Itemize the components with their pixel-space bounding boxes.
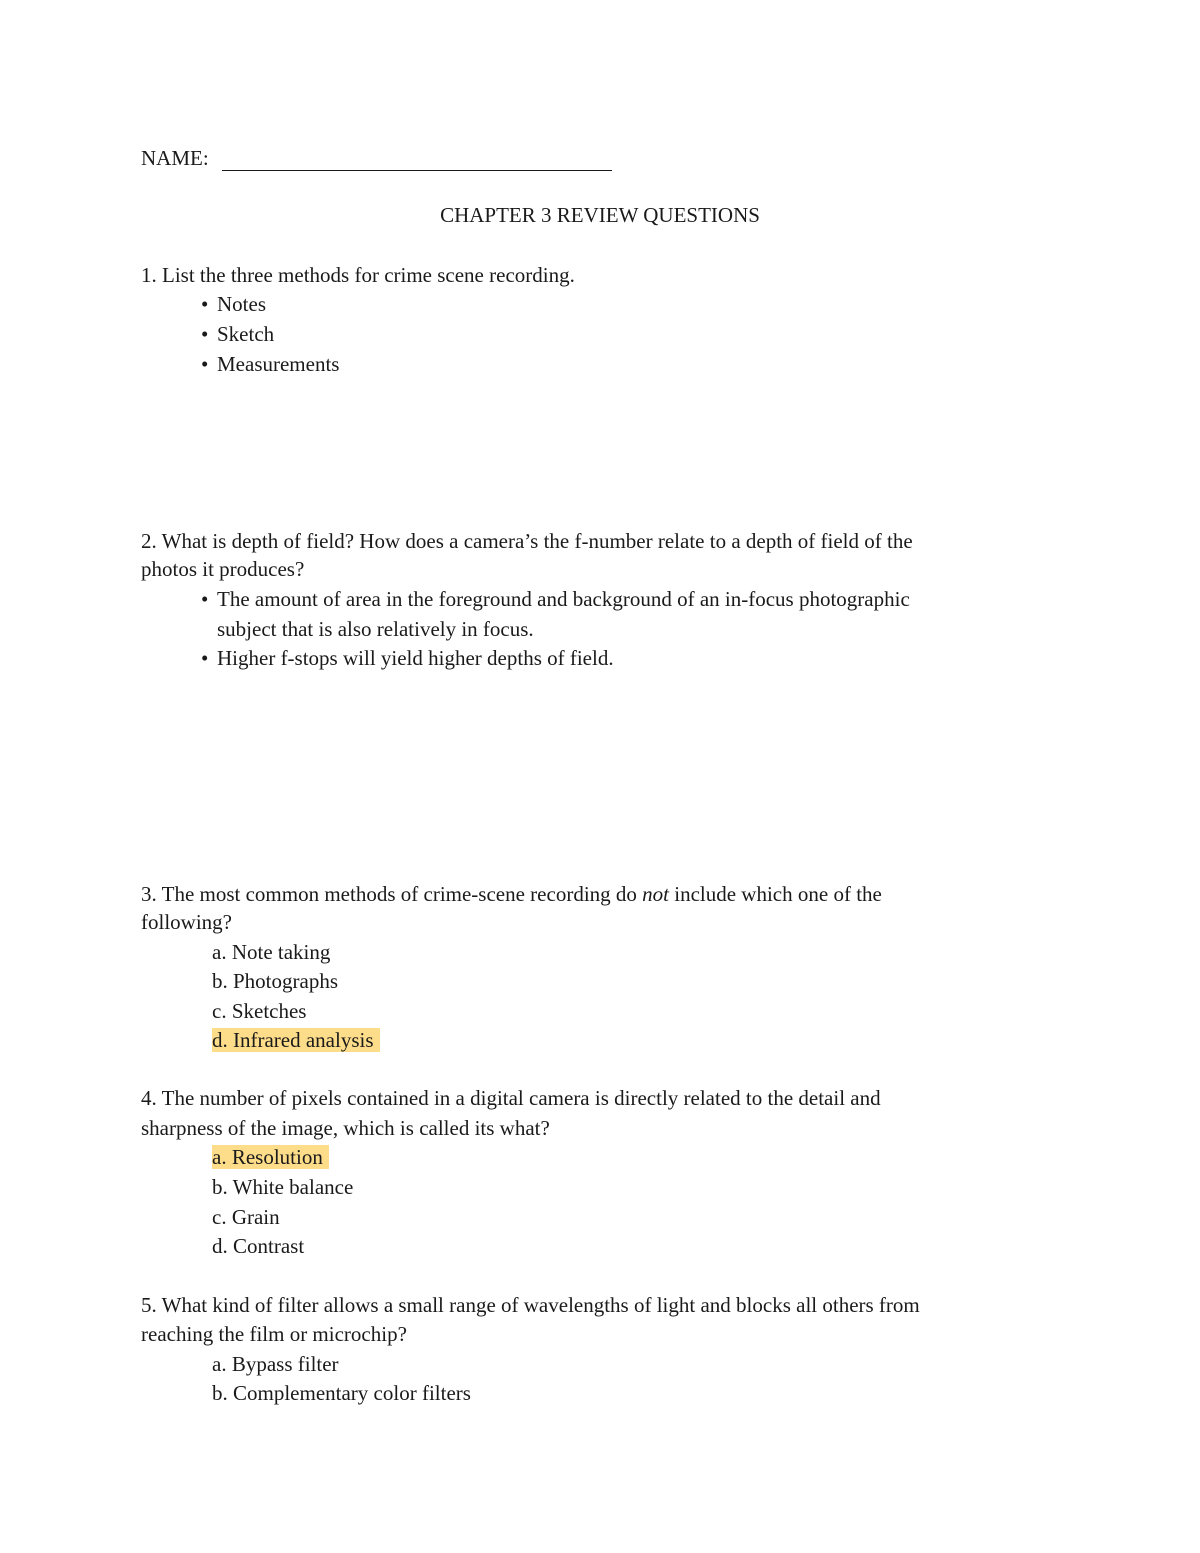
question-3-option-b: b. Photographs	[212, 969, 338, 993]
bullet-icon: •	[201, 322, 209, 346]
question-4-text-line-2: sharpness of the image, which is called its what?	[141, 1116, 550, 1140]
question-2-text-line-2: photos it produces?	[141, 557, 305, 581]
question-5-option-b: b. Complementary color filters	[212, 1381, 471, 1405]
question-4-option-c: c. Grain	[212, 1205, 280, 1229]
question-3-option-a: a. Note taking	[212, 940, 331, 964]
question-2-answer-1: • The amount of area in the foreground and background of an in-focus photographic	[201, 587, 910, 611]
question-3-option-d-highlighted: d. Infrared analysis	[212, 1027, 380, 1053]
question-3-text-line-1: 3. The most common methods of crime-scene recording do not include which one of the	[141, 882, 882, 906]
question-4-option-a-highlighted: a. Resolution	[212, 1144, 329, 1170]
question-2-answer-1-cont: subject that is also relatively in focus.	[217, 617, 534, 641]
question-3-option-c: c. Sketches	[212, 999, 307, 1023]
bullet-icon: •	[201, 646, 209, 670]
question-5-option-a: a. Bypass filter	[212, 1352, 339, 1376]
question-4-option-d: d. Contrast	[212, 1234, 305, 1258]
question-5-text-line-1: 5. What kind of filter allows a small range of wavelengths of light and blocks all others from	[141, 1293, 920, 1317]
question-4-text-line-1: 4. The number of pixels contained in a digital camera is directly related to the detail and	[141, 1086, 881, 1110]
name-label: NAME:	[141, 146, 209, 170]
question-5-text-line-2: reaching the film or microchip?	[141, 1322, 407, 1346]
question-1-answer-1: • Notes	[201, 292, 266, 316]
question-1-text: 1. List the three methods for crime scene recording.	[141, 263, 575, 287]
question-2-answer-2: • Higher f-stops will yield higher depths of field.	[201, 646, 614, 670]
question-1-answer-2: • Sketch	[201, 322, 275, 346]
bullet-icon: •	[201, 587, 209, 611]
bullet-icon: •	[201, 352, 209, 376]
name-blank-line	[222, 170, 612, 171]
page-title: CHAPTER 3 REVIEW QUESTIONS	[440, 203, 760, 227]
question-2-text-line-1: 2. What is depth of field? How does a camera’s the f-number relate to a depth of field of the	[141, 529, 913, 553]
question-4-option-b: b. White balance	[212, 1175, 354, 1199]
question-1-answer-3: • Measurements	[201, 352, 340, 376]
question-3-text-line-2: following?	[141, 910, 232, 934]
bullet-icon: •	[201, 292, 209, 316]
